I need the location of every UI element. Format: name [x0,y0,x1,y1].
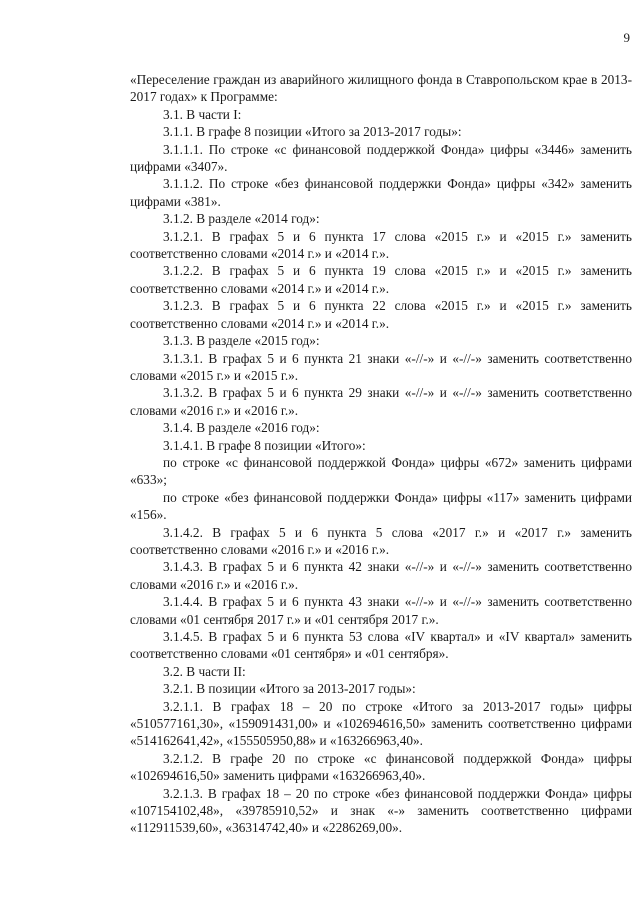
paragraph: 3.1.2.1. В графах 5 и 6 пункта 17 слова «2015 г.» и «2015 г.» заменить соответственно словами «2014 г.» и «2014 г.». [130,228,632,262]
page-number: 9 [623,30,630,45]
paragraph: 3.1.4. В разделе «2016 год»: [163,420,320,436]
paragraph: 3.1.4.5. В графах 5 и 6 пункта 53 слова «IV квартал» и «IV квартал» заменить соответственно словами «01 сентября» и «01 сентября». [130,629,632,662]
paragraph: 3.1.3.1. В графах 5 и 6 пункта 21 знаки «-//-» и «-//-» заменить соответственно словами «2015 г.» и «2015 г.». [130,350,632,383]
paragraph: 3.1.2.2. В графах 5 и 6 пункта 19 слова «2015 г.» и «2015 г.» заменить соответственно словами «2014 г.» и «2014 г.». [130,263,632,296]
paragraph: 3.2.1.2. В графе 20 по строке «с финансовой поддержкой Фонда» цифры «102694616,50» заменить цифрами «163266963,40». [130,750,632,784]
paragraph: 3.1.3.2. В графах 5 и 6 пункта 29 знаки «-//-» и «-//-» заменить соответственно словами «2016 г.» и «2016 г.». [130,385,632,418]
paragraph: 3.1.1. В графе 8 позиции «Итого за 2013-2017 годы»: [163,124,462,140]
paragraph: «Переселение граждан из аварийного жилищного фонда в Ставропольском крае в 2013-2017 годах» к Программе: [130,72,632,105]
paragraph: 3.2.1. В позиции «Итого за 2013-2017 годы»: [163,681,416,697]
paragraph: 3.2. В части II: [163,663,246,679]
paragraph: 3.1.1.1. По строке «с финансовой поддержкой Фонда» цифры «3446» заменить цифрами «3407». [130,141,632,175]
paragraph: 3.1.4.2. В графах 5 и 6 пункта 5 слова «2017 г.» и «2017 г.» заменить соответственно словами «2016 г.» и «2016 г.». [130,524,632,557]
paragraph: 3.1.4.4. В графах 5 и 6 пункта 43 знаки «-//-» и «-//-» заменить соответственно словами «01 сентября 2017 г.» и «01 сентября 2017 г.». [130,594,632,627]
paragraph: 3.2.1.3. В графах 18 – 20 по строке «без финансовой поддержки Фонда» цифры «107154102,48», «39785910,52» и знак «-» заменить соответственно цифрами «112911539,60», «36314742,40» и «2286269,00». [130,785,632,836]
paragraph: по строке «без финансовой поддержки Фонда» цифры «117» заменить цифрами «156». [130,489,632,523]
paragraph: 3.1. В части I: [163,106,242,122]
document-body [130,71,632,837]
paragraph: 3.1.3. В разделе «2015 год»: [163,333,320,349]
paragraph: 3.2.1.1. В графах 18 – 20 по строке «Итого за 2013-2017 годы» цифры «510577161,30», «159091431,00» и «102694616,50» заменить соответственно цифрами «514162641,42», «155505950,88» и «163266963,40». [130,698,632,749]
paragraph: 3.1.4.3. В графах 5 и 6 пункта 42 знаки «-//-» и «-//-» заменить соответственно словами «2016 г.» и «2016 г.». [130,559,632,592]
paragraph: 3.1.1.2. По строке «без финансовой поддержки Фонда» цифры «342» заменить цифрами «381». [130,176,632,209]
paragraph: 3.1.2.3. В графах 5 и 6 пункта 22 слова «2015 г.» и «2015 г.» заменить соответственно словами «2014 г.» и «2014 г.». [130,298,632,331]
paragraph: по строке «с финансовой поддержкой Фонда» цифры «672» заменить цифрами «633»; [130,454,632,488]
paragraph: 3.1.2. В разделе «2014 год»: [163,211,320,227]
paragraph: 3.1.4.1. В графе 8 позиции «Итого»: [163,437,366,453]
